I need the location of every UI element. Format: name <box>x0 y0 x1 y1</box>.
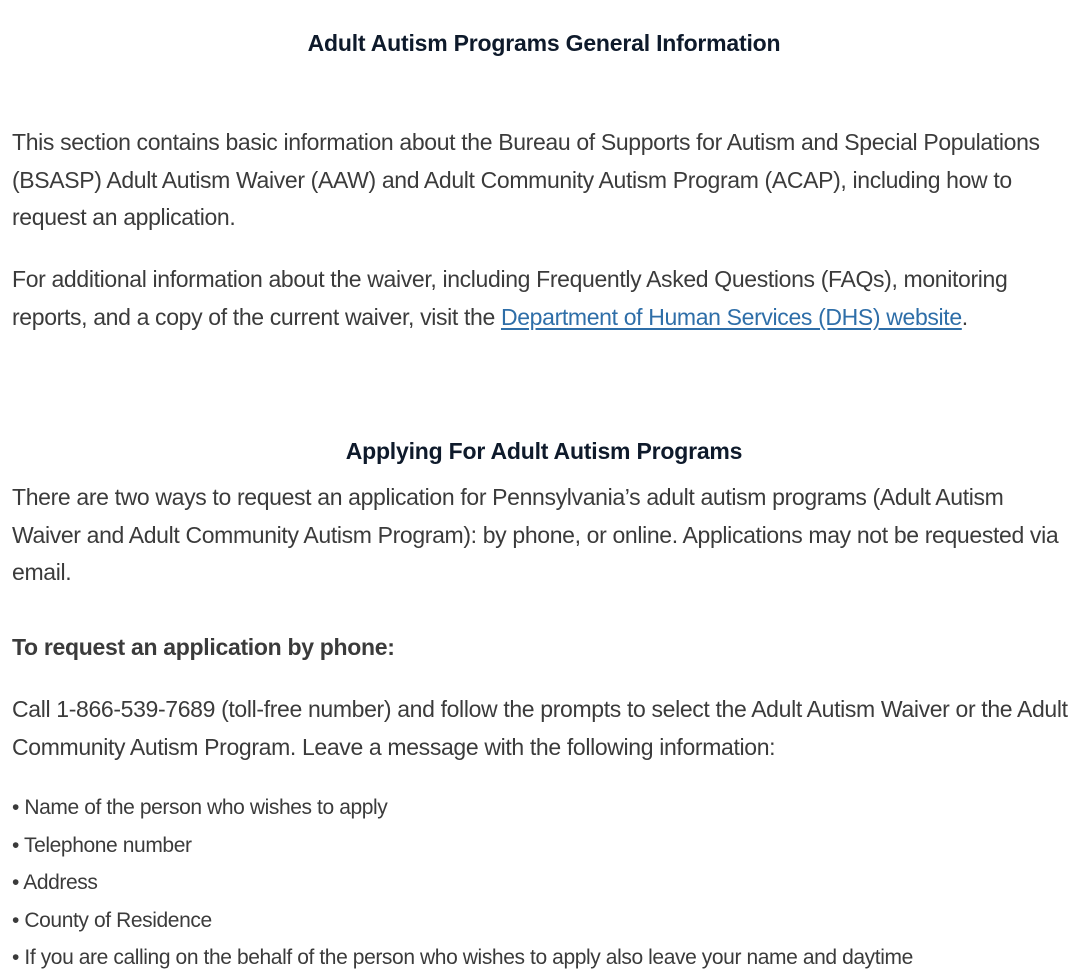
phone-request-heading: To request an application by phone: <box>12 634 395 660</box>
list-item: • Name of the person who wishes to apply <box>12 796 388 819</box>
applying-heading: Applying For Adult Autism Programs <box>345 438 743 464</box>
additional-info-text: For additional information about the waiver, including Frequently Asked Questions (FAQs), monitoring reports, and a copy of the current waiver, visit the <box>12 266 1008 330</box>
list-item: • If you are calling on the behalf of the person who wishes to apply also leave your name and daytime <box>12 946 913 969</box>
intro-paragraph: This section contains basic information about the Bureau of Supports for Autism and Special Populations (BSASP) Adult Autism Waiver (AAW) and Adult Community Autism Program (ACAP), including how to request an application. <box>12 129 1040 230</box>
period-text: . <box>961 303 968 330</box>
dhs-website-link[interactable]: Department of Human Services (DHS) website <box>500 303 962 330</box>
two-ways-paragraph: There are two ways to request an application for Pennsylvania’s adult autism programs (Adult Autism Waiver and Adult Community Autism Program): by phone, or online. Applications may not be requested via email. <box>12 484 1059 585</box>
phone-instructions-paragraph: Call 1-866-539-7689 (toll-free number) and follow the prompts to select the Adult Autism Waiver or the Adult Community Autism Program. Leave a message with the following information: <box>12 696 1068 760</box>
list-item: • County of Residence <box>12 909 212 932</box>
general-info-heading: Adult Autism Programs General Information <box>307 30 781 56</box>
additional-info-paragraph <box>12 261 1072 336</box>
list-item: • Telephone number <box>12 834 192 857</box>
list-item: • Address <box>12 871 98 894</box>
